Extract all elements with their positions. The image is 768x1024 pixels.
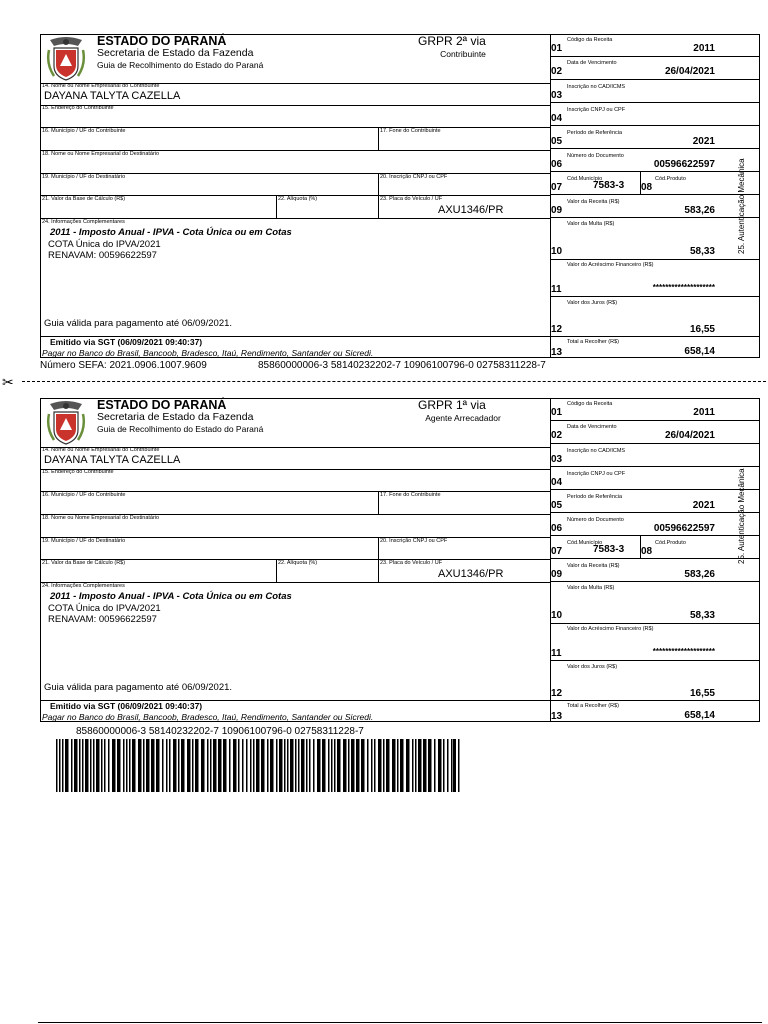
- label-cod-produto: Cód.Produto: [655, 176, 686, 182]
- scissors-icon: ✂: [2, 374, 14, 390]
- field-number: 01: [551, 407, 563, 418]
- acrescimo-value: ********************: [652, 283, 715, 292]
- label-contribuinte: 14. Nome ou Nome Empresarial do Contribuinte: [42, 83, 160, 89]
- label-cnpj-destinatario: 20. Inscrição CNPJ ou CPF: [380, 538, 448, 544]
- placa-value: AXU1346/PR: [438, 568, 504, 580]
- via-subtitle: Contribuinte: [440, 49, 486, 59]
- field-number: 13: [551, 711, 563, 722]
- via-subtitle: Agente Arrecadador: [425, 413, 501, 423]
- valor-receita-value: 583,26: [684, 569, 715, 580]
- label-cod-municipio: Cód.Município: [567, 176, 603, 182]
- label-cad-icms: Inscrição no CAD/ICMS: [567, 84, 626, 90]
- field-number: 11: [551, 648, 562, 659]
- label-cod-municipio: Cód.Município: [567, 540, 603, 546]
- field-number: 12: [551, 688, 563, 699]
- label-vencimento: Data de Vencimento: [567, 60, 617, 66]
- field-number: 02: [551, 430, 563, 441]
- codigo-receita-value: 2011: [693, 43, 715, 54]
- label-juros: Valor dos Juros (R$): [567, 664, 618, 670]
- label-periodo: Período de Referência: [567, 494, 623, 500]
- field-number: 13: [551, 347, 563, 358]
- barcode-line-2: 85860000006-3 58140232202-7 10906100796-0 02758311228-7: [76, 726, 364, 737]
- field-number: 08: [641, 182, 653, 193]
- field-number: 04: [551, 477, 563, 488]
- via-title: GRPR 1ª via: [418, 398, 486, 412]
- field-number: 05: [551, 500, 563, 511]
- multa-value: 58,33: [689, 246, 715, 257]
- label-municipio-destinatario: 19. Município / UF do Destinatário: [42, 174, 126, 180]
- label-contribuinte: 14. Nome ou Nome Empresarial do Contribuinte: [42, 447, 160, 453]
- parana-coat-of-arms-icon: [46, 400, 86, 446]
- documento-value: 00596622597: [653, 523, 715, 534]
- guia-label: Guia de Recolhimento do Estado do Paraná: [97, 60, 264, 70]
- field-number: 01: [551, 43, 563, 54]
- label-aliquota: 22. Alíquota (%): [278, 196, 318, 202]
- field-number: 12: [551, 324, 563, 335]
- juros-value: 16,55: [689, 324, 715, 335]
- grpr-form-1a-via: [40, 398, 760, 722]
- field-number: 04: [551, 113, 563, 124]
- secretaria-label: Secretaria de Estado da Fazenda: [97, 411, 254, 423]
- label-placa: 23. Placa do Veículo / UF: [380, 196, 443, 202]
- field-number: 09: [551, 569, 563, 580]
- bancos-text: Pagar no Banco do Brasil, Bancoob, Bradesco, Itaú, Rendimento, Santander ou Sicredi.: [42, 712, 374, 722]
- field-number: 03: [551, 90, 563, 101]
- label-fone: 17. Fone do Contribuinte: [380, 492, 441, 498]
- field-number: 07: [551, 182, 563, 193]
- label-info-complementares: 24. Informações Complementares: [42, 219, 125, 225]
- documento-value: 00596622597: [653, 159, 715, 170]
- cut-line: [22, 381, 766, 382]
- label-vencimento: Data de Vencimento: [567, 424, 617, 430]
- label-municipio-destinatario: 19. Município / UF do Destinatário: [42, 538, 126, 544]
- info-line-2: COTA Única do IPVA/2021: [48, 239, 161, 250]
- label-municipio-contribuinte: 16. Município / UF do Contribuinte: [42, 492, 126, 498]
- placa-value: AXU1346/PR: [438, 204, 504, 216]
- valor-receita-value: 583,26: [684, 205, 715, 216]
- label-codigo-receita: Código da Receita: [567, 37, 613, 43]
- label-destinatario: 18. Nome ou Nome Empresarial do Destinatário: [42, 515, 160, 521]
- panel-divider: [550, 34, 551, 358]
- field-number: 08: [641, 546, 653, 557]
- label-total: Total a Recolher (R$): [567, 339, 619, 345]
- info-line-1: 2011 - Imposto Anual - IPVA - Cota Única ou em Cotas: [50, 227, 292, 238]
- emitido-text: Emitido via SGT (06/09/2021 09:40:37): [50, 337, 203, 347]
- juros-value: 16,55: [689, 688, 715, 699]
- total-value: 658,14: [684, 346, 715, 357]
- state-title: ESTADO DO PARANÁ: [97, 398, 227, 412]
- field-number: 06: [551, 159, 563, 170]
- label-multa: Valor da Multa (R$): [567, 221, 615, 227]
- label-codigo-receita: Código da Receita: [567, 401, 613, 407]
- validade-text: Guia válida para pagamento até 06/09/2021.: [44, 682, 233, 693]
- label-cnpj-cpf: Inscrição CNPJ ou CPF: [567, 107, 626, 113]
- codigo-receita-value: 2011: [693, 407, 715, 418]
- label-endereco: 15. Endereço do Contribuinte: [42, 469, 114, 475]
- info-line-2: COTA Única do IPVA/2021: [48, 603, 161, 614]
- periodo-value: 2021: [692, 136, 715, 147]
- total-value: 658,14: [684, 710, 715, 721]
- info-line-1: 2011 - Imposto Anual - IPVA - Cota Única ou em Cotas: [50, 591, 292, 602]
- autenticacao-label-2: 25. Autenticação Mecânica: [737, 468, 746, 564]
- label-acrescimo: Valor do Acréscimo Financeiro (R$): [567, 262, 654, 268]
- field-number: 11: [551, 284, 562, 295]
- info-line-3: RENAVAM: 00596622597: [48, 614, 157, 625]
- label-destinatario: 18. Nome ou Nome Empresarial do Destinatário: [42, 151, 160, 157]
- field-number: 02: [551, 66, 563, 77]
- via-title: GRPR 2ª via: [418, 34, 486, 48]
- label-fone: 17. Fone do Contribuinte: [380, 128, 441, 134]
- municipio-value: 7583-3: [593, 544, 625, 555]
- municipio-value: 7583-3: [593, 180, 625, 191]
- contribuinte-name: DAYANA TALYTA CAZELLA: [44, 90, 181, 102]
- parana-coat-of-arms-icon: [46, 36, 86, 82]
- label-base-calculo: 21. Valor da Base de Cálculo (R$): [42, 560, 126, 566]
- guia-label: Guia de Recolhimento do Estado do Paraná: [97, 424, 264, 434]
- bottom-rule: [38, 1022, 762, 1023]
- label-numero-documento: Número do Documento: [567, 517, 624, 523]
- periodo-value: 2021: [692, 500, 715, 511]
- label-total: Total a Recolher (R$): [567, 703, 619, 709]
- label-periodo: Período de Referência: [567, 130, 623, 136]
- label-cod-produto: Cód.Produto: [655, 540, 686, 546]
- field-number: 03: [551, 454, 563, 465]
- label-numero-documento: Número do Documento: [567, 153, 624, 159]
- field-number: 09: [551, 205, 563, 216]
- panel-divider: [550, 398, 551, 722]
- label-cnpj-cpf: Inscrição CNPJ ou CPF: [567, 471, 626, 477]
- grpr-form-2a-via: [40, 34, 760, 358]
- field-number: 06: [551, 523, 563, 534]
- field-number: 05: [551, 136, 563, 147]
- label-juros: Valor dos Juros (R$): [567, 300, 618, 306]
- barcode-line-1: 85860000006-3 58140232202-7 10906100796-0 02758311228-7: [258, 360, 546, 371]
- bancos-text: Pagar no Banco do Brasil, Bancoob, Bradesco, Itaú, Rendimento, Santander ou Sicredi.: [42, 348, 374, 358]
- label-acrescimo: Valor do Acréscimo Financeiro (R$): [567, 626, 654, 632]
- multa-value: 58,33: [689, 610, 715, 621]
- label-cnpj-destinatario: 20. Inscrição CNPJ ou CPF: [380, 174, 448, 180]
- info-line-3: RENAVAM: 00596622597: [48, 250, 157, 261]
- validade-text: Guia válida para pagamento até 06/09/2021.: [44, 318, 233, 329]
- vencimento-value: 26/04/2021: [664, 66, 715, 77]
- state-title: ESTADO DO PARANÁ: [97, 34, 227, 48]
- sefa-number: Número SEFA: 2021.0906.1007.9609: [40, 360, 207, 371]
- field-number: 10: [551, 610, 563, 621]
- field-number: 10: [551, 246, 563, 257]
- contribuinte-name: DAYANA TALYTA CAZELLA: [44, 454, 181, 466]
- label-aliquota: 22. Alíquota (%): [278, 560, 318, 566]
- label-multa: Valor da Multa (R$): [567, 585, 615, 591]
- field-number: 07: [551, 546, 563, 557]
- vencimento-value: 26/04/2021: [664, 430, 715, 441]
- label-cad-icms: Inscrição no CAD/ICMS: [567, 448, 626, 454]
- acrescimo-value: ********************: [652, 647, 715, 656]
- secretaria-label: Secretaria de Estado da Fazenda: [97, 47, 254, 59]
- autenticacao-label-1: 25. Autenticação Mecânica: [737, 158, 746, 254]
- barcode: [56, 739, 460, 792]
- label-info-complementares: 24. Informações Complementares: [42, 583, 125, 589]
- label-valor-receita: Valor da Receita (R$): [567, 199, 620, 205]
- emitido-text: Emitido via SGT (06/09/2021 09:40:37): [50, 701, 203, 711]
- label-valor-receita: Valor da Receita (R$): [567, 563, 620, 569]
- label-placa: 23. Placa do Veículo / UF: [380, 560, 443, 566]
- label-base-calculo: 21. Valor da Base de Cálculo (R$): [42, 196, 126, 202]
- label-endereco: 15. Endereço do Contribuinte: [42, 105, 114, 111]
- label-municipio-contribuinte: 16. Município / UF do Contribuinte: [42, 128, 126, 134]
